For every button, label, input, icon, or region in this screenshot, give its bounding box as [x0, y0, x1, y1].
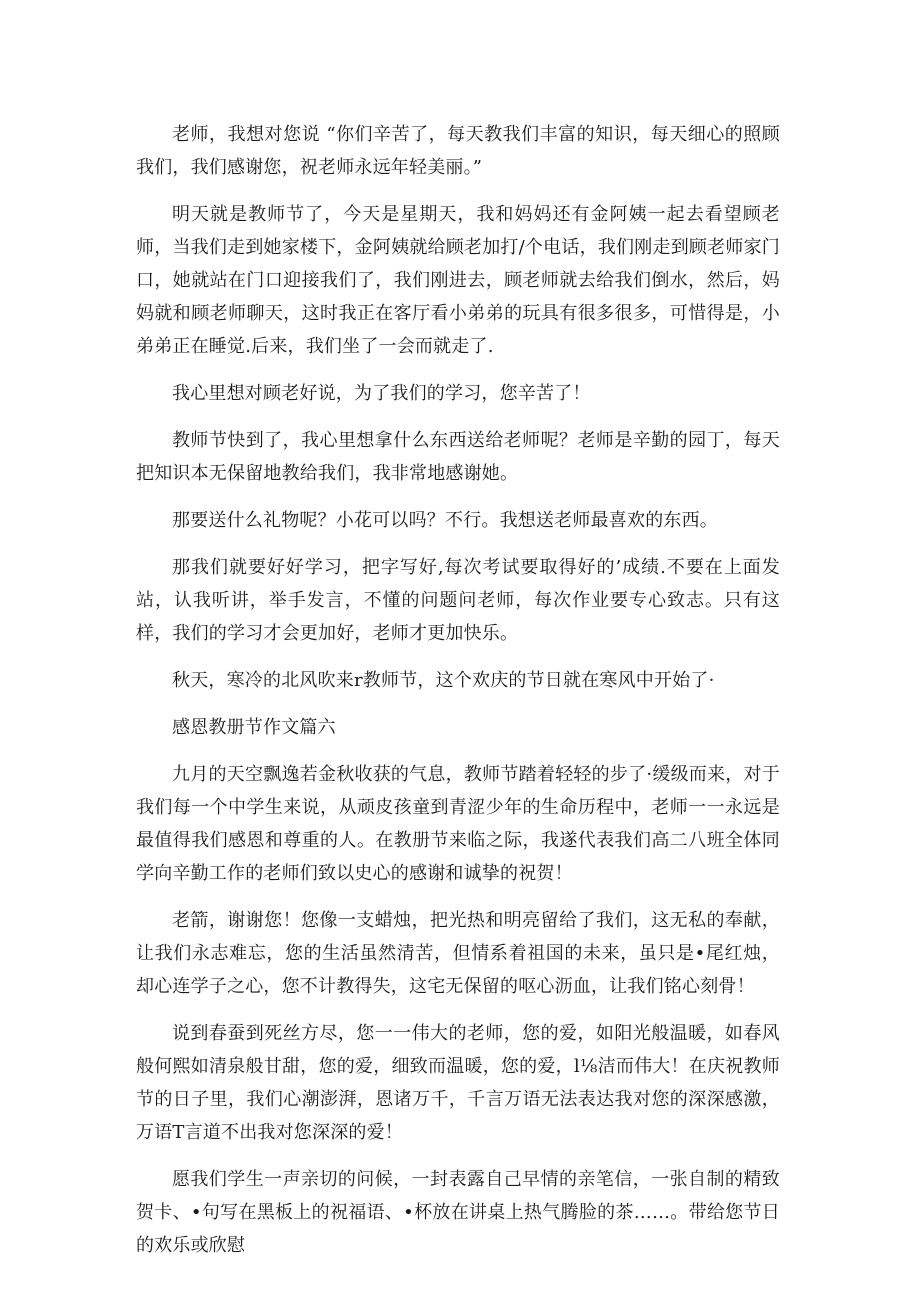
section-heading: 感恩教册节作文篇六 — [172, 717, 336, 738]
paragraph-7: 秋天，寒冷的北风吹来r教师节，这个欢庆的节日就在寒风中开始了· — [172, 670, 715, 691]
paragraph-11: 说到春蚕到死丝方尽，您一一伟大的老师，您的爱，如阳光般温暖，如春风般何熙如清泉般甘甜，您的爱，细致而温暖，您的爱，l⅛洁而伟大！在庆祝教师节的日子里，我们心潮澎湃，恩诸万千，千言万语无法表达我对您的深深感激，万语T言道不出我对您深深的爱！ — [136, 1023, 780, 1143]
paragraph-2: 明天就是教师节了，今天是星期天，我和妈妈还有金阿姨一起去看望顾老师，当我们走到她家楼下，金阿姨就给顾老加打/个电话，我们刚走到顾老师家门口，她就站在门口迎接我们了，我们刚进去，顾老师就去给我们倒水，然后，妈妈就和顾老师聊天，这时我正在客厅看小弟弟的玩具有很多很多，可惜得是，小弟弟正在睡觉.后来，我们坐了一会而就走了. — [136, 204, 780, 357]
paragraph-12: 愿我们学生一声亲切的问候，一封表露自己早情的亲笔信，一张自制的精致贺卡、•句写在黑板上的祝福语、•杯放在讲桌上热气腾脸的茶……。带给您节日的欢乐或欣慰 — [136, 1169, 780, 1256]
paragraph-5: 那要送什么礼物呢？小花可以吗？不行。我想送老师最喜欢的东西。 — [172, 510, 718, 531]
paragraph-10: 老箭，谢谢您！您像一支蜡烛，把光热和明亮留给了我们，这无私的奉献，让我们永志难忘，您的生活虽然清苦，但情系着祖国的未来，虽只是•尾红烛，却心连学子之心，您不计教得失，这宅无保留的呕心沥血，让我们铭心刻骨！ — [136, 910, 780, 997]
paragraph-6: 那我们就要好好学习，把字写好,每次考试要取得好的’成绩.不要在上面发站，认我听讲，举手发言，不懂的问题问老师，每次作业要专心致志。只有这样，我们的学习才会更加好，老师才更加快乐。 — [136, 557, 780, 644]
paragraph-1: 老师，我想对您说 “你们辛苦了，每天教我们丰富的知识，每天细心的照顾我们，我们感谢您，祝老师永远年轻美丽。” — [136, 124, 780, 178]
paragraph-9: 九月的天空飘逸若金秋收获的气息，教师节踏着轻轻的步了·缓级而来，对于我们每一个中学生来说，从顽皮孩童到青涩少年的生命历程中，老师一一永远是最值得我们感恩和尊重的人。在教册节来临之际，我遂代表我们高二八班全体同学向辛勤工作的老师们致以史心的感谢和诚挚的祝贺！ — [136, 764, 780, 884]
paragraph-3: 我心里想对顾老好说，为了我们的学习，您辛苦了！ — [172, 383, 591, 404]
paragraph-4: 教师节快到了，我心里想拿什么东西送给老师呢？老师是辛勤的园丁，每天把知识本无保留地教给我们，我非常地感谢她。 — [136, 430, 780, 484]
